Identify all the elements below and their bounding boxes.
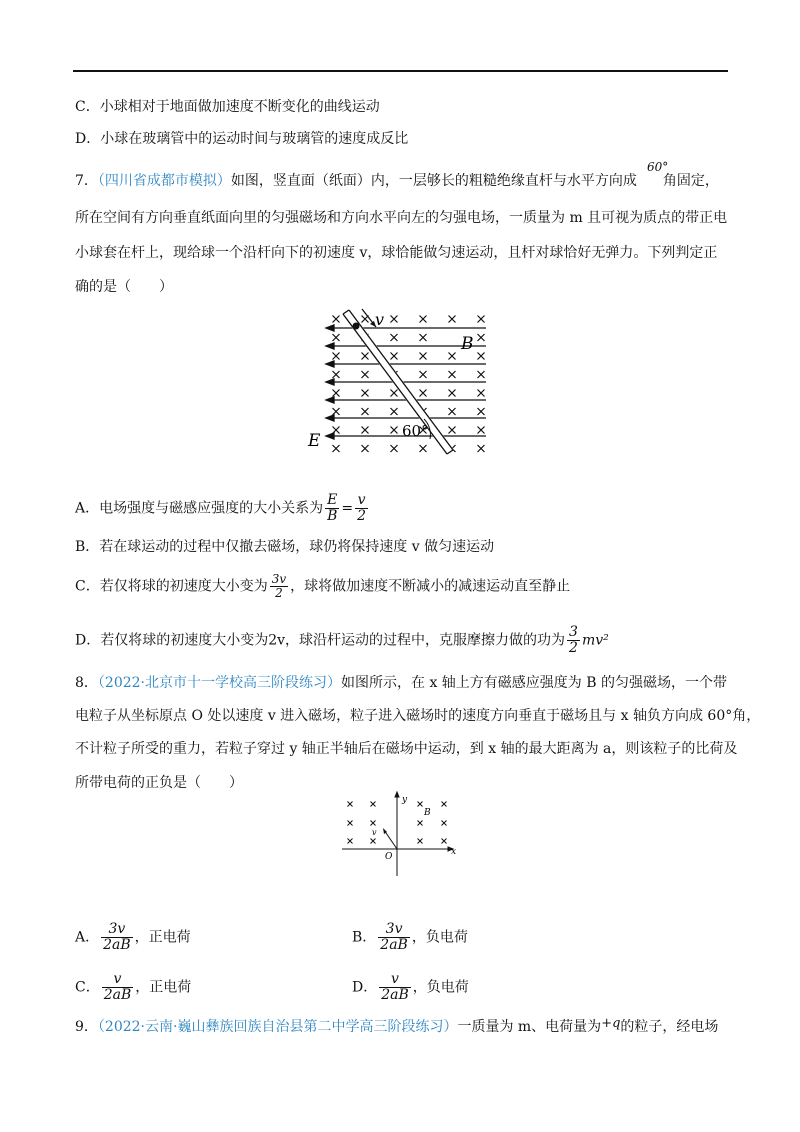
q7-cross bbox=[362, 353, 369, 360]
q8-line-2: 电粒子从坐标原点 O 处以速度 v 进入磁场，粒子进入磁场时的速度方向垂直于磁场且与 x 轴负方向成 60°角， bbox=[75, 708, 761, 724]
q7-line-4: 确的是（ ） bbox=[75, 279, 173, 295]
q8-velocity-arrow bbox=[383, 828, 397, 849]
q8c-label: C． bbox=[75, 979, 100, 996]
q7-cross bbox=[333, 408, 340, 415]
q9-source: （2022·云南·巍山彝族回族自治县第二中学高三阶段练习） bbox=[97, 1019, 458, 1035]
q7-cross bbox=[391, 445, 398, 452]
q7-cross bbox=[333, 371, 340, 378]
q8c-text: ，正电荷 bbox=[135, 979, 192, 996]
q8-source: （2022·北京市十一学校高三阶段练习） bbox=[97, 675, 342, 691]
q8-label-B: B bbox=[424, 808, 431, 818]
q8-option-d[interactable] bbox=[352, 972, 469, 1003]
q7-cross bbox=[333, 390, 340, 397]
q7-cross bbox=[420, 390, 427, 397]
q7c-text-end: ，球将做加速度不断减小的减速运动直至静止 bbox=[290, 578, 571, 595]
q6-option-d[interactable]: D．小球在玻璃管中的运动时间与玻璃管的速度成反比 bbox=[75, 131, 409, 147]
q7-line-1 bbox=[75, 171, 719, 191]
q8a-label: A． bbox=[75, 929, 100, 946]
q7-angle-sup: 60° bbox=[647, 160, 669, 174]
q7c-text: C．若仅将球的初速度大小变为 bbox=[75, 578, 268, 595]
q8-cross bbox=[418, 802, 423, 807]
q7-cross bbox=[391, 427, 398, 434]
q7-cross bbox=[362, 445, 369, 452]
q7-field-arrowhead bbox=[326, 397, 334, 403]
q7-option-d[interactable] bbox=[75, 625, 609, 656]
q7-source: （四川省成都市模拟） bbox=[97, 173, 231, 189]
q7d-frac: $\frac{3}{2}$ bbox=[569, 624, 578, 656]
q7-cross bbox=[333, 427, 340, 434]
q8d-frac: $\frac{v}{2aB}$ bbox=[381, 971, 409, 1003]
q7a-equals: = bbox=[341, 500, 354, 517]
q9-text-1: 一质量为 m、电荷量为 bbox=[457, 1019, 602, 1035]
q7-text-1-end: 角固定， bbox=[662, 173, 719, 189]
q7-field-arrowhead bbox=[326, 415, 334, 421]
q8-label-y: y bbox=[402, 795, 408, 805]
q7-label-angle: 60° bbox=[402, 422, 429, 440]
q8-cross bbox=[442, 839, 447, 844]
q7-cross bbox=[333, 353, 340, 360]
q7-label-v: v bbox=[375, 310, 385, 329]
q9-charge: +q bbox=[601, 1016, 621, 1031]
q7-option-a[interactable] bbox=[75, 493, 370, 524]
q7-cross bbox=[420, 445, 427, 452]
q7-cross bbox=[391, 334, 398, 341]
q7-cross bbox=[449, 316, 456, 323]
q8c-frac: $\frac{v}{2aB}$ bbox=[103, 971, 132, 1003]
q7-cross bbox=[478, 353, 485, 360]
q8-cross bbox=[371, 839, 376, 844]
q7-cross bbox=[478, 316, 485, 323]
q7-cross bbox=[449, 408, 456, 415]
q7-text-1: 如图，竖直面（纸面）内，一层够长的粗糙绝缘直杆与水平方向成 bbox=[230, 173, 637, 189]
q8b-text: ，负电荷 bbox=[411, 929, 468, 946]
q7-cross bbox=[449, 427, 456, 434]
q8-option-b[interactable] bbox=[352, 922, 468, 953]
q7-cross bbox=[333, 445, 340, 452]
q8-cross bbox=[348, 802, 353, 807]
q9-text-1-end: 的粒子，经电场 bbox=[620, 1019, 719, 1035]
q7-line-3: 小球套在杆上，现给球一个沿杆向下的初速度 v，球恰能做匀速运动，且杆对球恰好无弹力。下列判定正 bbox=[75, 245, 718, 261]
q7-cross bbox=[420, 371, 427, 378]
q8-cross bbox=[418, 821, 423, 826]
q7-cross bbox=[362, 408, 369, 415]
q7-cross bbox=[478, 427, 485, 434]
q8-number: 8． bbox=[75, 675, 98, 691]
q7-field-arrowhead bbox=[326, 379, 334, 385]
header-rule bbox=[73, 70, 728, 72]
q7-option-b[interactable]: B．若在球运动的过程中仅撤去磁场，球仍将保持速度 v 做匀速运动 bbox=[75, 539, 495, 555]
q8-option-a[interactable] bbox=[75, 922, 191, 953]
q8d-label: D． bbox=[352, 979, 378, 996]
q7d-text: D．若仅将球的初速度大小变为2v，球沿杆运动的过程中，克服摩擦力做的功为 bbox=[75, 632, 566, 649]
q7-cross bbox=[420, 353, 427, 360]
q8d-text: ，负电荷 bbox=[412, 979, 469, 996]
q7-cross bbox=[478, 390, 485, 397]
q7-option-c[interactable] bbox=[75, 573, 570, 600]
q7-cross bbox=[420, 316, 427, 323]
q8-figure bbox=[340, 788, 460, 880]
q8-option-c[interactable] bbox=[75, 972, 191, 1003]
q7-cross bbox=[420, 334, 427, 341]
q7-field-arrowhead bbox=[326, 343, 334, 349]
q7-label-B: B bbox=[461, 334, 474, 354]
q7a-frac-left: $\frac{E}{B}$ bbox=[327, 492, 338, 524]
q9-number: 9． bbox=[75, 1019, 98, 1035]
q7-cross bbox=[449, 390, 456, 397]
q8-axes bbox=[342, 792, 453, 876]
q7-line-2: 所在空间有方向垂直纸面向里的匀强磁场和方向水平向左的匀强电场，一质量为 m 且可视为质点的带正电 bbox=[75, 210, 728, 226]
q8-label-O: O bbox=[385, 852, 393, 862]
q8b-frac: $\frac{3v}{2aB}$ bbox=[380, 921, 408, 953]
q8a-text: ，正电荷 bbox=[134, 929, 191, 946]
q7-cross bbox=[333, 316, 340, 323]
q8a-frac: $\frac{3v}{2aB}$ bbox=[103, 921, 131, 953]
q7-cross bbox=[449, 371, 456, 378]
q7a-frac-right: $\frac{v}{2}$ bbox=[357, 492, 367, 524]
q7-cross bbox=[362, 427, 369, 434]
q7a-text: A．电场强度与磁感应强度的大小关系为 bbox=[75, 500, 324, 517]
q7-cross bbox=[362, 390, 369, 397]
q8-cross bbox=[348, 839, 353, 844]
q7-label-E: E bbox=[308, 431, 321, 451]
q8-label-x: x bbox=[451, 847, 457, 857]
q8-cross bbox=[371, 821, 376, 826]
q7-cross bbox=[478, 408, 485, 415]
q7-cross bbox=[391, 316, 398, 323]
q8-cross bbox=[442, 802, 447, 807]
q7-figure bbox=[300, 300, 500, 465]
q9-line-1 bbox=[75, 1014, 718, 1037]
q8-cross bbox=[442, 821, 447, 826]
q7-number: 7． bbox=[75, 173, 98, 189]
q7-cross bbox=[478, 371, 485, 378]
q7-field-arrowhead bbox=[326, 361, 334, 367]
q7-cross bbox=[391, 408, 398, 415]
q7d-mv2: mv² bbox=[581, 632, 609, 649]
q7-field-arrowhead bbox=[326, 433, 334, 439]
q8-text-1: 如图所示，在 x 轴上方有磁感应强度为 B 的匀强磁场，一个带 bbox=[341, 675, 727, 691]
q8-line-1 bbox=[75, 673, 727, 693]
q8-line-3: 不计粒子所受的重力，若粒子穿过 y 轴正半轴后在磁场中运动，到 x 轴的最大距离为 a，则该粒子的比荷及 bbox=[75, 741, 738, 757]
q8-cross bbox=[371, 802, 376, 807]
q6-option-c[interactable]: C．小球相对于地面做加速度不断变化的曲线运动 bbox=[75, 99, 380, 115]
q7-cross bbox=[362, 371, 369, 378]
q7-cross bbox=[391, 353, 398, 360]
q7-ball bbox=[353, 323, 360, 330]
q8-label-v: v bbox=[372, 828, 377, 837]
q7-cross bbox=[478, 334, 485, 341]
q7-cross bbox=[391, 390, 398, 397]
q7-field-arrowhead bbox=[326, 325, 334, 331]
q8b-label: B． bbox=[352, 929, 377, 946]
q7c-frac: $\frac{3v}{2}$ bbox=[271, 572, 287, 600]
q8-cross bbox=[418, 839, 423, 844]
q7-cross bbox=[333, 334, 340, 341]
q8-cross bbox=[348, 821, 353, 826]
q7-cross bbox=[478, 445, 485, 452]
q8-line-4: 所带电荷的正负是（ ） bbox=[75, 775, 243, 791]
q7-cross bbox=[449, 353, 456, 360]
